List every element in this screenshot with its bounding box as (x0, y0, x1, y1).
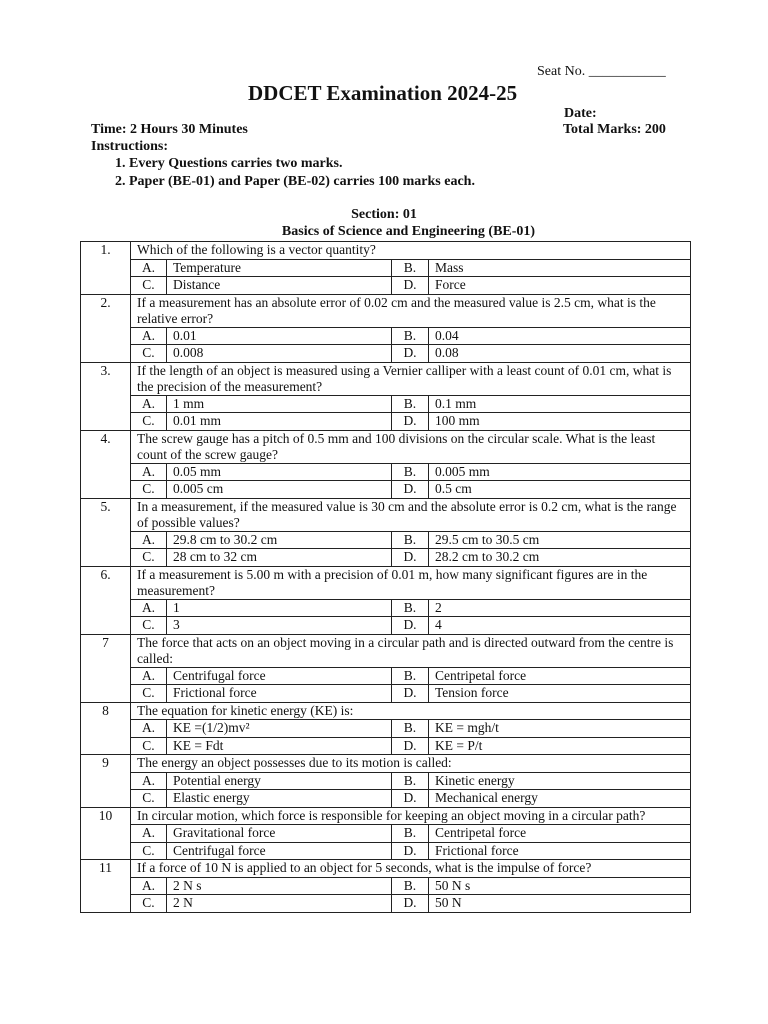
question-row (81, 242, 691, 260)
option-row (81, 259, 691, 277)
question-text: In circular motion, which force is responsible for keeping an object moving in a circular path? (131, 807, 691, 825)
question-row (81, 860, 691, 878)
option-text: 1 (167, 599, 392, 617)
option-text: 50 N (429, 895, 691, 913)
question-text: If a measurement is 5.00 m with a precision of 0.01 m, how many significant figures are in the measurement? (131, 566, 691, 599)
option-letter: D. (392, 413, 429, 431)
option-row (81, 599, 691, 617)
option-text: 0.01 mm (167, 413, 392, 431)
question-row (81, 755, 691, 773)
option-text: 0.08 (429, 345, 691, 363)
question-number: 2. (81, 294, 131, 362)
option-text: Mass (429, 259, 691, 277)
question-text: The force that acts on an object moving in a circular path and is directed outward from the centre is called: (131, 634, 691, 667)
instructions-label: Instructions: (91, 139, 169, 154)
option-letter: A. (131, 259, 167, 277)
question-row (81, 634, 691, 667)
option-letter: D. (392, 685, 429, 703)
option-letter: D. (392, 842, 429, 860)
option-text: 3 (167, 617, 392, 635)
option-text: KE = mgh/t (429, 720, 691, 738)
option-letter: B. (392, 825, 429, 843)
option-row (81, 667, 691, 685)
option-text: 2 N (167, 895, 392, 913)
total-marks: Total Marks: 200 (563, 122, 666, 137)
option-letter: A. (131, 772, 167, 790)
option-row (81, 617, 691, 635)
question-row (81, 294, 691, 327)
section-subject: Basics of Science and Engineering (BE-01) (281, 224, 536, 239)
question-number: 6. (81, 566, 131, 634)
question-row (81, 807, 691, 825)
option-text: Temperature (167, 259, 392, 277)
option-letter: A. (131, 327, 167, 345)
option-text: KE =(1/2)mv² (167, 720, 392, 738)
option-letter: D. (392, 549, 429, 567)
option-row (81, 327, 691, 345)
option-text: Frictional force (429, 842, 691, 860)
option-letter: C. (131, 617, 167, 635)
option-letter: A. (131, 667, 167, 685)
option-row (81, 481, 691, 499)
option-row (81, 277, 691, 295)
option-text: 29.8 cm to 30.2 cm (167, 531, 392, 549)
option-text: Elastic energy (167, 790, 392, 808)
option-text: 0.5 cm (429, 481, 691, 499)
option-text: 50 N s (429, 877, 691, 895)
option-text: Tension force (429, 685, 691, 703)
option-text: Centripetal force (429, 825, 691, 843)
question-number: 5. (81, 498, 131, 566)
option-text: Centripetal force (429, 667, 691, 685)
option-text: Potential energy (167, 772, 392, 790)
option-text: 0.005 mm (429, 463, 691, 481)
option-text: KE = P/t (429, 737, 691, 755)
instruction-item: 1. Every Questions carries two marks. (115, 156, 343, 171)
question-number: 8 (81, 702, 131, 755)
option-row (81, 790, 691, 808)
option-text: 0.008 (167, 345, 392, 363)
option-letter: D. (392, 895, 429, 913)
option-text: 100 mm (429, 413, 691, 431)
option-row (81, 842, 691, 860)
option-letter: B. (392, 395, 429, 413)
option-letter: D. (392, 345, 429, 363)
option-row (81, 463, 691, 481)
option-text: 0.05 mm (167, 463, 392, 481)
option-row (81, 720, 691, 738)
option-row (81, 895, 691, 913)
instruction-item: 2. Paper (BE-01) and Paper (BE-02) carries 100 marks each. (115, 174, 475, 189)
question-text: If the length of an object is measured using a Vernier calliper with a least count of 0.01 cm, what is the precision of the measurement? (131, 362, 691, 395)
question-text: The screw gauge has a pitch of 0.5 mm and 100 divisions on the circular scale. What is the least count of the screw gauge? (131, 430, 691, 463)
option-letter: A. (131, 877, 167, 895)
option-letter: B. (392, 531, 429, 549)
option-row (81, 413, 691, 431)
question-row (81, 362, 691, 395)
option-row (81, 531, 691, 549)
question-number: 4. (81, 430, 131, 498)
option-letter: B. (392, 599, 429, 617)
option-letter: C. (131, 790, 167, 808)
exam-title: DDCET Examination 2024-25 (248, 81, 518, 105)
question-table (80, 241, 691, 913)
question-text: If a measurement has an absolute error of 0.02 cm and the measured value is 2.5 cm, what is the relative error? (131, 294, 691, 327)
option-letter: B. (392, 667, 429, 685)
option-text: 4 (429, 617, 691, 635)
question-text: In a measurement, if the measured value is 30 cm and the absolute error is 0.2 cm, what is the range of possible values? (131, 498, 691, 531)
question-row (81, 430, 691, 463)
option-letter: D. (392, 737, 429, 755)
option-row (81, 345, 691, 363)
option-text: 28 cm to 32 cm (167, 549, 392, 567)
question-text: The energy an object possesses due to its motion is called: (131, 755, 691, 773)
option-letter: B. (392, 720, 429, 738)
option-text: 29.5 cm to 30.5 cm (429, 531, 691, 549)
question-number: 10 (81, 807, 131, 860)
option-text: Distance (167, 277, 392, 295)
option-letter: A. (131, 531, 167, 549)
option-letter: B. (392, 259, 429, 277)
option-text: 2 (429, 599, 691, 617)
option-text: 2 N s (167, 877, 392, 895)
question-text: If a force of 10 N is applied to an object for 5 seconds, what is the impulse of force? (131, 860, 691, 878)
option-text: Frictional force (167, 685, 392, 703)
question-row (81, 702, 691, 720)
option-letter: C. (131, 842, 167, 860)
option-text: Force (429, 277, 691, 295)
option-letter: C. (131, 413, 167, 431)
option-letter: C. (131, 737, 167, 755)
option-letter: C. (131, 345, 167, 363)
option-row (81, 737, 691, 755)
option-letter: B. (392, 772, 429, 790)
question-text: The equation for kinetic energy (KE) is: (131, 702, 691, 720)
option-letter: A. (131, 395, 167, 413)
option-row (81, 549, 691, 567)
option-text: 1 mm (167, 395, 392, 413)
option-letter: D. (392, 277, 429, 295)
option-letter: D. (392, 617, 429, 635)
exam-date: Date: (564, 106, 597, 121)
question-number: 7 (81, 634, 131, 702)
option-row (81, 772, 691, 790)
option-row (81, 395, 691, 413)
option-letter: C. (131, 481, 167, 499)
option-row (81, 685, 691, 703)
option-text: 0.1 mm (429, 395, 691, 413)
option-text: Centrifugal force (167, 667, 392, 685)
question-table-body (81, 242, 691, 913)
option-letter: B. (392, 327, 429, 345)
option-letter: C. (131, 549, 167, 567)
option-letter: B. (392, 877, 429, 895)
question-row (81, 498, 691, 531)
option-letter: D. (392, 790, 429, 808)
question-number: 3. (81, 362, 131, 430)
option-letter: A. (131, 825, 167, 843)
option-letter: C. (131, 895, 167, 913)
option-letter: A. (131, 599, 167, 617)
seat-number: Seat No. ___________ (537, 64, 666, 79)
option-row (81, 825, 691, 843)
question-number: 9 (81, 755, 131, 808)
option-letter: B. (392, 463, 429, 481)
option-text: Kinetic energy (429, 772, 691, 790)
option-letter: C. (131, 277, 167, 295)
option-letter: D. (392, 481, 429, 499)
option-row (81, 877, 691, 895)
option-letter: A. (131, 720, 167, 738)
question-text: Which of the following is a vector quantity? (131, 242, 691, 260)
exam-duration: Time: 2 Hours 30 Minutes (91, 122, 248, 137)
section-heading: Section: 01 (351, 207, 417, 222)
option-text: 0.01 (167, 327, 392, 345)
option-text: Gravitational force (167, 825, 392, 843)
option-letter: C. (131, 685, 167, 703)
option-text: KE = Fdt (167, 737, 392, 755)
option-text: Mechanical energy (429, 790, 691, 808)
option-text: Centrifugal force (167, 842, 392, 860)
question-number: 1. (81, 242, 131, 295)
option-text: 0.04 (429, 327, 691, 345)
option-text: 0.005 cm (167, 481, 392, 499)
option-letter: A. (131, 463, 167, 481)
question-number: 11 (81, 860, 131, 913)
question-row (81, 566, 691, 599)
option-text: 28.2 cm to 30.2 cm (429, 549, 691, 567)
